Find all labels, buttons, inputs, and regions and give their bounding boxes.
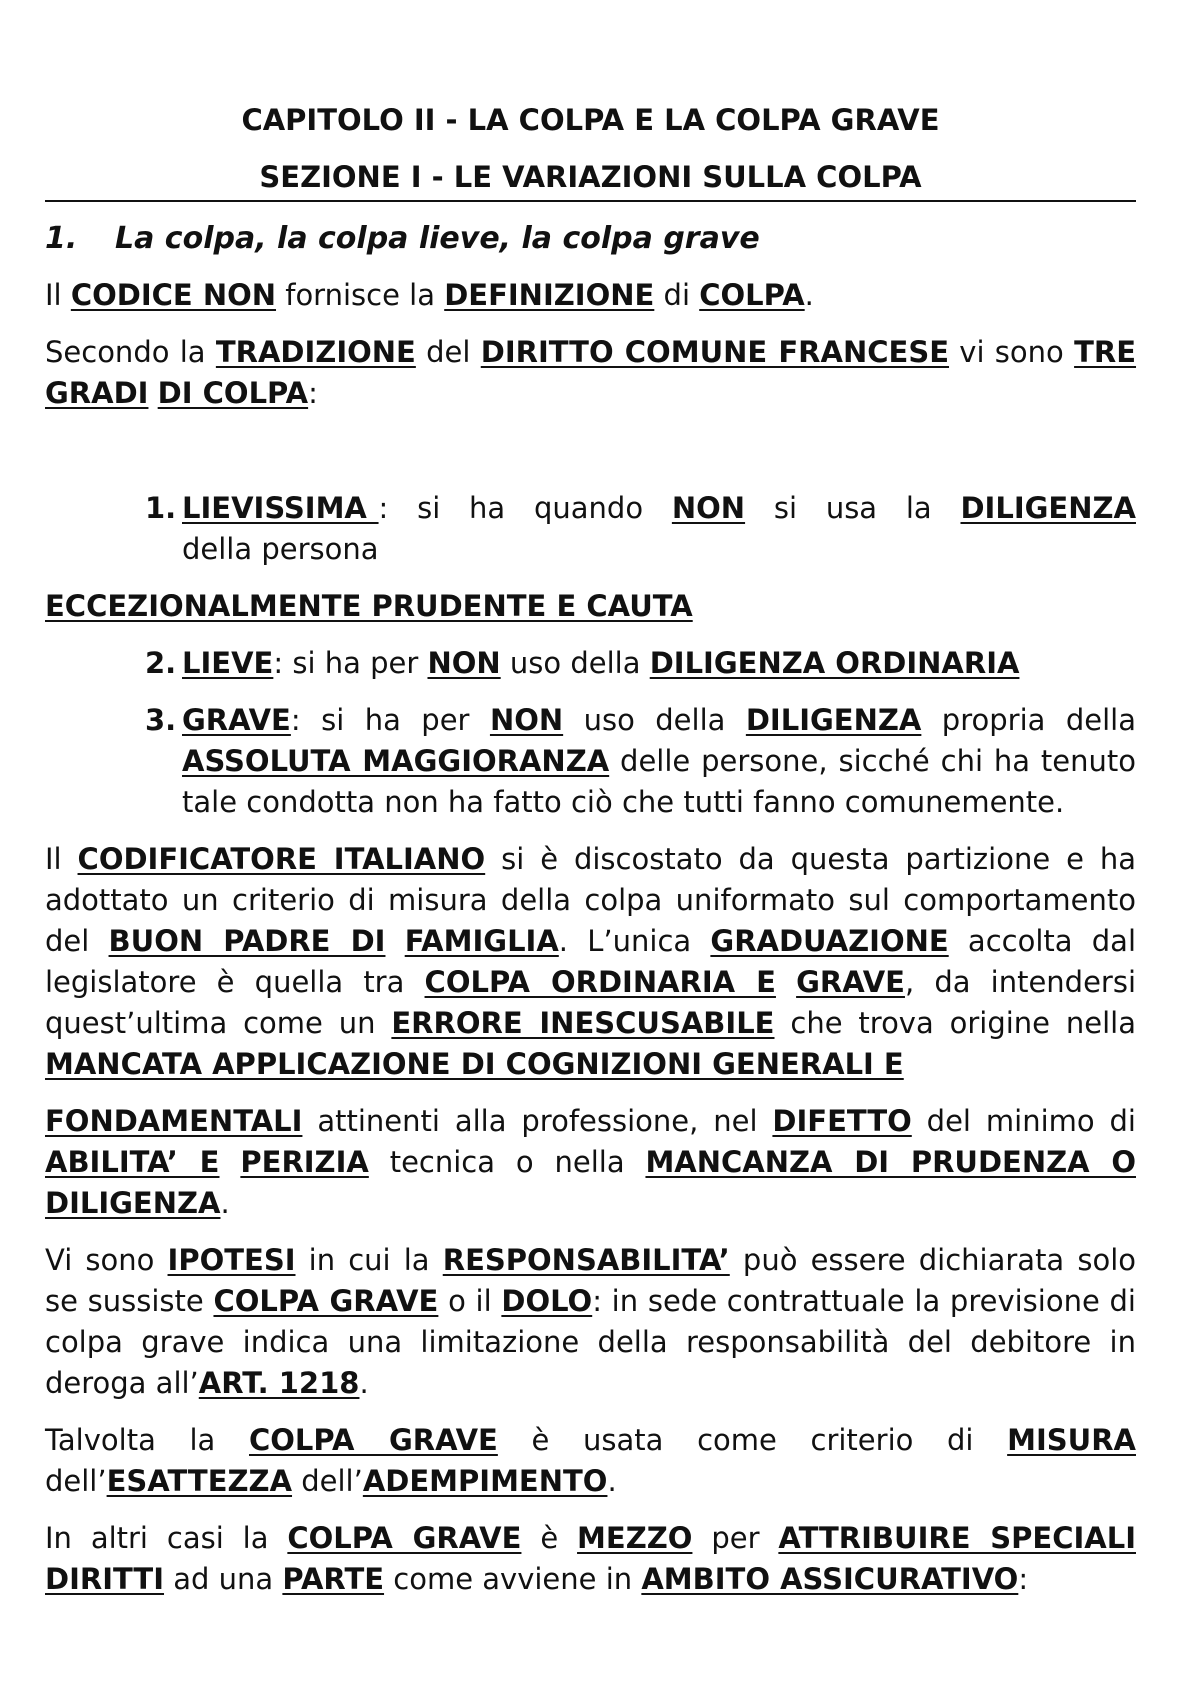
text: . L’unica (558, 924, 711, 958)
emphasis: IPOTESI (167, 1243, 296, 1277)
emphasis: DIFETTO (772, 1104, 912, 1138)
text: . (607, 1464, 617, 1498)
text: vi sono (949, 335, 1075, 369)
text: : (1018, 1562, 1029, 1596)
continuation-line (45, 586, 1136, 627)
paragraph-ipotesi (45, 1240, 1136, 1404)
emphasis: COLPA GRAVE (287, 1521, 522, 1555)
text (776, 965, 796, 999)
emphasis: DILIGENZA ORDINARIA (649, 646, 1020, 680)
text: dell’ (45, 1464, 107, 1498)
paragraph-fondamentali (45, 1101, 1136, 1224)
paragraph-talvolta (45, 1420, 1136, 1502)
paragraph-codice (45, 275, 1136, 316)
text: Secondo la (45, 335, 216, 369)
emphasis: CODICE NON (70, 278, 277, 312)
text: in cui la (295, 1243, 443, 1277)
emphasis: LIEVE (182, 646, 274, 680)
list-marker: 2. (145, 646, 177, 680)
emphasis: COLPA ORDINARIA E (424, 965, 776, 999)
text: Il (45, 278, 71, 312)
section-title-text: La colpa, la colpa lieve, la colpa grave (115, 221, 760, 256)
emphasis: NON (489, 703, 564, 737)
emphasis: ART. 1218 (198, 1366, 360, 1400)
text (148, 376, 157, 410)
text: : (308, 376, 318, 410)
text: è usata come criterio di (497, 1423, 1008, 1457)
emphasis: MANCATA APPLICAZIONE DI COGNIZIONI GENERALI E (45, 1047, 904, 1081)
text: . (359, 1366, 369, 1400)
emphasis: NON (427, 646, 501, 680)
list-item-grave (45, 700, 1136, 823)
emphasis: ECCEZIONALMENTE PRUDENTE E CAUTA (45, 589, 693, 623)
text: delle persone, sicché chi ha tenuto tale condotta non ha fatto ciò che tutti fanno comunemente. (182, 744, 1137, 819)
emphasis: NON (671, 491, 746, 525)
text: : si ha quando (378, 491, 672, 525)
section-number: 1. (45, 221, 78, 256)
emphasis: COLPA GRAVE (249, 1423, 498, 1457)
list-item-lievissima (45, 488, 1136, 570)
spacer (45, 414, 1136, 472)
text: ad una (164, 1562, 283, 1596)
text: propria della (921, 703, 1136, 737)
text: Il (45, 842, 78, 876)
section-heading: SEZIONE I - LE VARIAZIONI SULLA COLPA (259, 160, 922, 194)
emphasis: GRADUAZIONE (710, 924, 949, 958)
text: come avviene in (384, 1562, 642, 1596)
text: si è discostato da questa partizione e ha adottato un criterio di misura della colpa uniformato sul comportamento del (45, 842, 1136, 958)
text: del (415, 335, 481, 369)
text: uso della (563, 703, 746, 737)
text: accolta dal legislatore è quella tra (45, 924, 1137, 999)
chapter-heading: CAPITOLO II - LA COLPA E LA COLPA GRAVE (241, 103, 940, 137)
text: della persona (182, 532, 379, 566)
text: fornisce la (276, 278, 445, 312)
text: Vi sono (45, 1243, 168, 1277)
emphasis: TRE GRADI (45, 335, 1137, 410)
emphasis: MISURA (1007, 1423, 1136, 1457)
paragraph-tradizione (45, 332, 1136, 414)
text: attinenti alla professione, nel (302, 1104, 773, 1138)
emphasis: ADEMPIMENTO (362, 1464, 608, 1498)
emphasis: DEFINIZIONE (444, 278, 655, 312)
text: di (654, 278, 700, 312)
emphasis: FAMIGLIA (404, 924, 559, 958)
emphasis: DIRITTO COMUNE FRANCESE (480, 335, 950, 369)
text: o il (438, 1284, 502, 1318)
text: si usa la (745, 491, 961, 525)
emphasis: DILIGENZA (960, 491, 1136, 525)
emphasis: PARTE (282, 1562, 385, 1596)
section-title (45, 219, 1136, 259)
list-marker: 3. (145, 703, 177, 737)
text: . (804, 278, 814, 312)
text: dell’ (292, 1464, 363, 1498)
text: del minimo di (911, 1104, 1136, 1138)
list-marker: 1. (145, 491, 177, 525)
emphasis: PERIZIA (240, 1145, 369, 1179)
text (385, 924, 404, 958)
emphasis: ESATTEZZA (106, 1464, 293, 1498)
text: : in sede contrattuale la previsione di colpa grave indica una limitazione della responsabilità del debitore in deroga all’ (45, 1284, 1136, 1400)
paragraph-altri-casi (45, 1518, 1136, 1600)
emphasis: ASSOLUTA MAGGIORANZA (182, 744, 610, 778)
text: per (692, 1521, 779, 1555)
emphasis: BUON PADRE DI (108, 924, 386, 958)
text: : si ha per (273, 646, 428, 680)
text: , da intendersi quest’ultima come un (45, 965, 1137, 1040)
text: tecnica o nella (368, 1145, 646, 1179)
emphasis: DOLO (501, 1284, 593, 1318)
emphasis: RESPONSABILITA’ (442, 1243, 730, 1277)
emphasis: DILIGENZA (745, 703, 922, 737)
emphasis: LIEVISSIMA (182, 491, 379, 525)
emphasis: MANCANZA DI PRUDENZA O DILIGENZA (45, 1145, 1136, 1220)
paragraph-codificatore (45, 839, 1136, 1085)
emphasis: GRAVE (796, 965, 905, 999)
text: è (521, 1521, 578, 1555)
emphasis: COLPA GRAVE (213, 1284, 439, 1318)
text: che trova origine nella (774, 1006, 1137, 1040)
text: Talvolta la (45, 1423, 249, 1457)
emphasis: COLPA (699, 278, 805, 312)
emphasis: GRAVE (182, 703, 291, 737)
text (220, 1145, 241, 1179)
emphasis: FONDAMENTALI (45, 1104, 303, 1138)
emphasis: DI COLPA (157, 376, 309, 410)
emphasis: MEZZO (577, 1521, 693, 1555)
text: : si ha per (290, 703, 490, 737)
text: . (220, 1186, 230, 1220)
emphasis: ABILITA’ E (45, 1145, 220, 1179)
emphasis: ERRORE INESCUSABILE (391, 1006, 775, 1040)
text: può essere dichiarata solo se sussiste (45, 1243, 1137, 1318)
text: uso della (500, 646, 650, 680)
list-item-lieve (45, 643, 1136, 684)
emphasis: AMBITO ASSICURATIVO (641, 1562, 1019, 1596)
heading-divider (45, 200, 1136, 202)
emphasis: ATTRIBUIRE SPECIALI DIRITTI (45, 1521, 1136, 1596)
emphasis: CODIFICATORE ITALIANO (77, 842, 486, 876)
emphasis: TRADIZIONE (215, 335, 416, 369)
text: In altri casi la (45, 1521, 288, 1555)
